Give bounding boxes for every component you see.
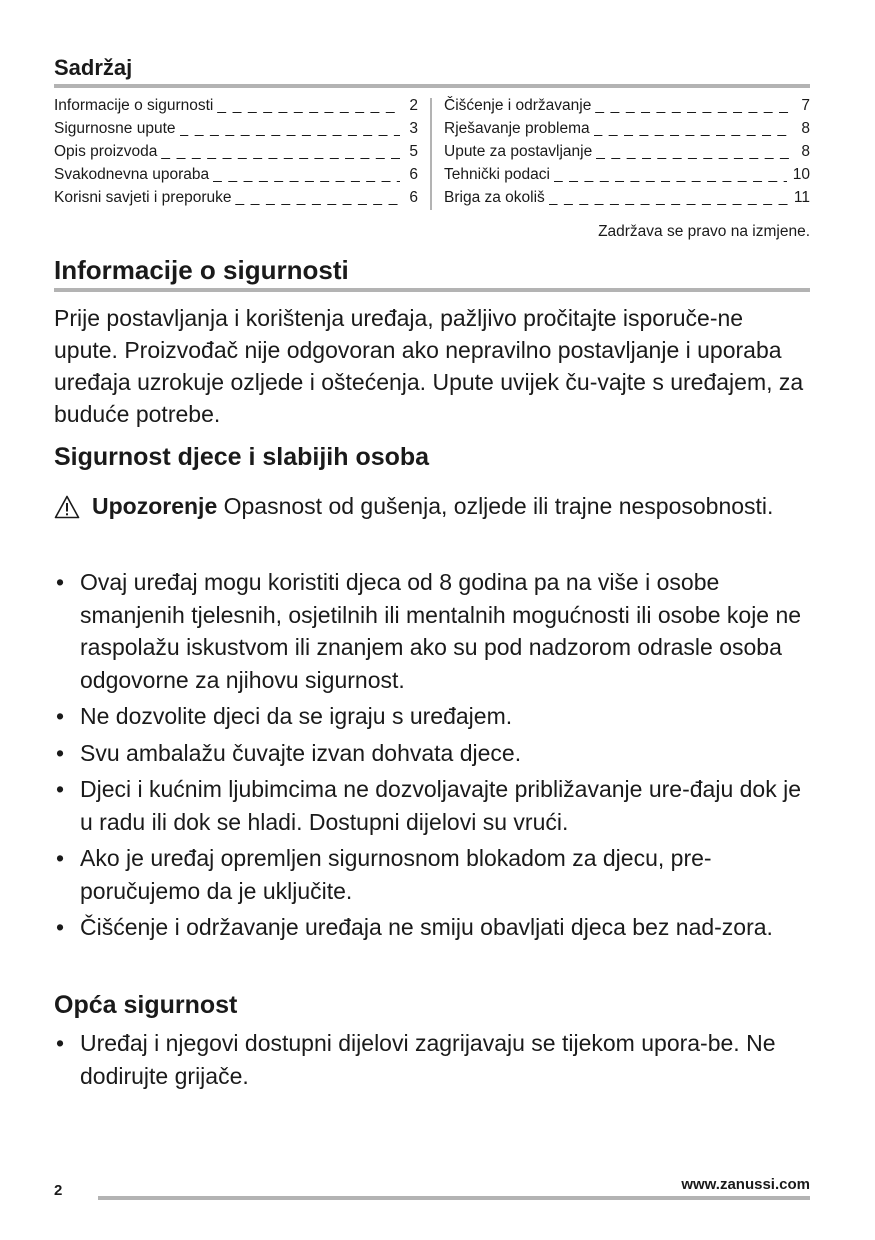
general-safety-list bbox=[54, 1027, 810, 1096]
list-item: • Uređaj i njegovi dostupni dijelovi zagrijavaju se tijekom upora-be. Ne dodirujte grijače. bbox=[54, 1027, 810, 1092]
toc-entry-label: Čišćenje i održavanje bbox=[444, 97, 592, 114]
toc-entry-label: Briga za okoliš bbox=[444, 189, 545, 206]
page-number: 2 bbox=[54, 1182, 63, 1199]
table-of-contents bbox=[54, 94, 810, 210]
warning-triangle-icon bbox=[54, 495, 80, 519]
general-safety-heading: Opća sigurnost bbox=[54, 991, 238, 1019]
toc-entry-label: Korisni savjeti i preporuke bbox=[54, 189, 232, 206]
children-safety-list bbox=[54, 566, 810, 948]
toc-entry[interactable] bbox=[444, 163, 810, 186]
website-link[interactable]: www.zanussi.com bbox=[681, 1176, 810, 1193]
toc-title-rule bbox=[54, 84, 810, 88]
toc-column-divider bbox=[430, 98, 432, 210]
toc-leader bbox=[594, 117, 792, 140]
warning-notice bbox=[54, 490, 810, 522]
toc-leader bbox=[549, 186, 788, 209]
toc-entry-page: 6 bbox=[409, 189, 418, 206]
toc-entry-page: 8 bbox=[801, 143, 810, 160]
toc-leader bbox=[235, 186, 400, 209]
toc-leader bbox=[554, 163, 787, 186]
list-item: • Ne dozvolite djeci da se igraju s uređajem. bbox=[54, 700, 810, 733]
rights-reserved-note: Zadržava se pravo na izmjene. bbox=[598, 223, 810, 240]
list-item: • Svu ambalažu čuvajte izvan dohvata djece. bbox=[54, 737, 810, 770]
toc-entry-label: Svakodnevna uporaba bbox=[54, 166, 210, 183]
safety-intro-paragraph: Prije postavljanja i korištenja uređaja, pažljivo pročitajte isporuče-ne upute. Proizvođač nije odgovoran ako nepravilno postavljanje i uporaba uređaja uzrokuje ozljede i oštećenja. Upute uvijek ču-vajte s uređajem, za buduće potrebe. bbox=[54, 305, 804, 427]
toc-leader bbox=[217, 94, 400, 117]
toc-entry[interactable] bbox=[54, 186, 418, 209]
manual-page bbox=[54, 0, 810, 1240]
toc-leader bbox=[180, 117, 400, 140]
list-item: • Ovaj uređaj mogu koristiti djeca od 8 godina pa na više i osobe smanjenih tjelesnih, osjetilnih ili mentalnih mogućnosti ili osobe koje ne raspolažu iskustvom ili znanjem ako su pod nadzorom odrasle osoba odgovorne za njihovu sigurnost. bbox=[54, 566, 810, 696]
toc-column-right bbox=[444, 94, 810, 209]
list-item: • Čišćenje i održavanje uređaja ne smiju obavljati djeca bez nad-zora. bbox=[54, 911, 810, 944]
toc-entry-label: Upute za postavljanje bbox=[444, 143, 593, 160]
toc-entry-label: Sigurnosne upute bbox=[54, 120, 176, 137]
toc-entry-page: 11 bbox=[793, 189, 810, 206]
toc-entry[interactable] bbox=[444, 117, 810, 140]
toc-entry-page: 5 bbox=[409, 143, 418, 160]
toc-entry[interactable] bbox=[54, 140, 418, 163]
toc-entry-page: 3 bbox=[409, 120, 418, 137]
toc-entry-label: Informacije o sigurnosti bbox=[54, 97, 214, 114]
toc-entry-page: 10 bbox=[792, 166, 810, 183]
toc-leader bbox=[596, 140, 792, 163]
toc-entry[interactable] bbox=[444, 186, 810, 209]
toc-entry-label: Opis proizvoda bbox=[54, 143, 158, 160]
list-item: • Djeci i kućnim ljubimcima ne dozvoljavajte približavanje ure-đaju dok je u radu ili dok se hladi. Dostupni dijelovi su vrući. bbox=[54, 773, 810, 838]
toc-leader bbox=[213, 163, 400, 186]
warning-label: Upozorenje bbox=[92, 493, 218, 519]
toc-entry-page: 7 bbox=[801, 97, 810, 114]
toc-entry-label: Tehnički podaci bbox=[444, 166, 550, 183]
safety-info-heading: Informacije o sigurnosti bbox=[54, 255, 349, 285]
toc-entry[interactable] bbox=[54, 117, 418, 140]
toc-leader bbox=[595, 94, 792, 117]
warning-text-block bbox=[92, 490, 810, 522]
toc-title: Sadržaj bbox=[54, 55, 133, 80]
section-heading-rule bbox=[54, 288, 810, 292]
children-safety-heading: Sigurnost djece i slabijih osoba bbox=[54, 443, 430, 471]
footer-rule bbox=[98, 1196, 810, 1200]
toc-leader bbox=[161, 140, 400, 163]
toc-entry[interactable] bbox=[444, 94, 810, 117]
warning-message: Opasnost od gušenja, ozljede ili trajne nesposobnosti. bbox=[223, 493, 774, 519]
toc-entry[interactable] bbox=[444, 140, 810, 163]
toc-entry-page: 2 bbox=[409, 97, 418, 114]
toc-entry[interactable] bbox=[54, 163, 418, 186]
toc-entry[interactable] bbox=[54, 94, 418, 117]
list-item: • Ako je uređaj opremljen sigurnosnom blokadom za djecu, pre-poručujemo da je uključite. bbox=[54, 842, 810, 907]
toc-entry-label: Rješavanje problema bbox=[444, 120, 590, 137]
toc-column-left bbox=[54, 94, 418, 209]
toc-entry-page: 6 bbox=[409, 166, 418, 183]
toc-entry-page: 8 bbox=[801, 120, 810, 137]
